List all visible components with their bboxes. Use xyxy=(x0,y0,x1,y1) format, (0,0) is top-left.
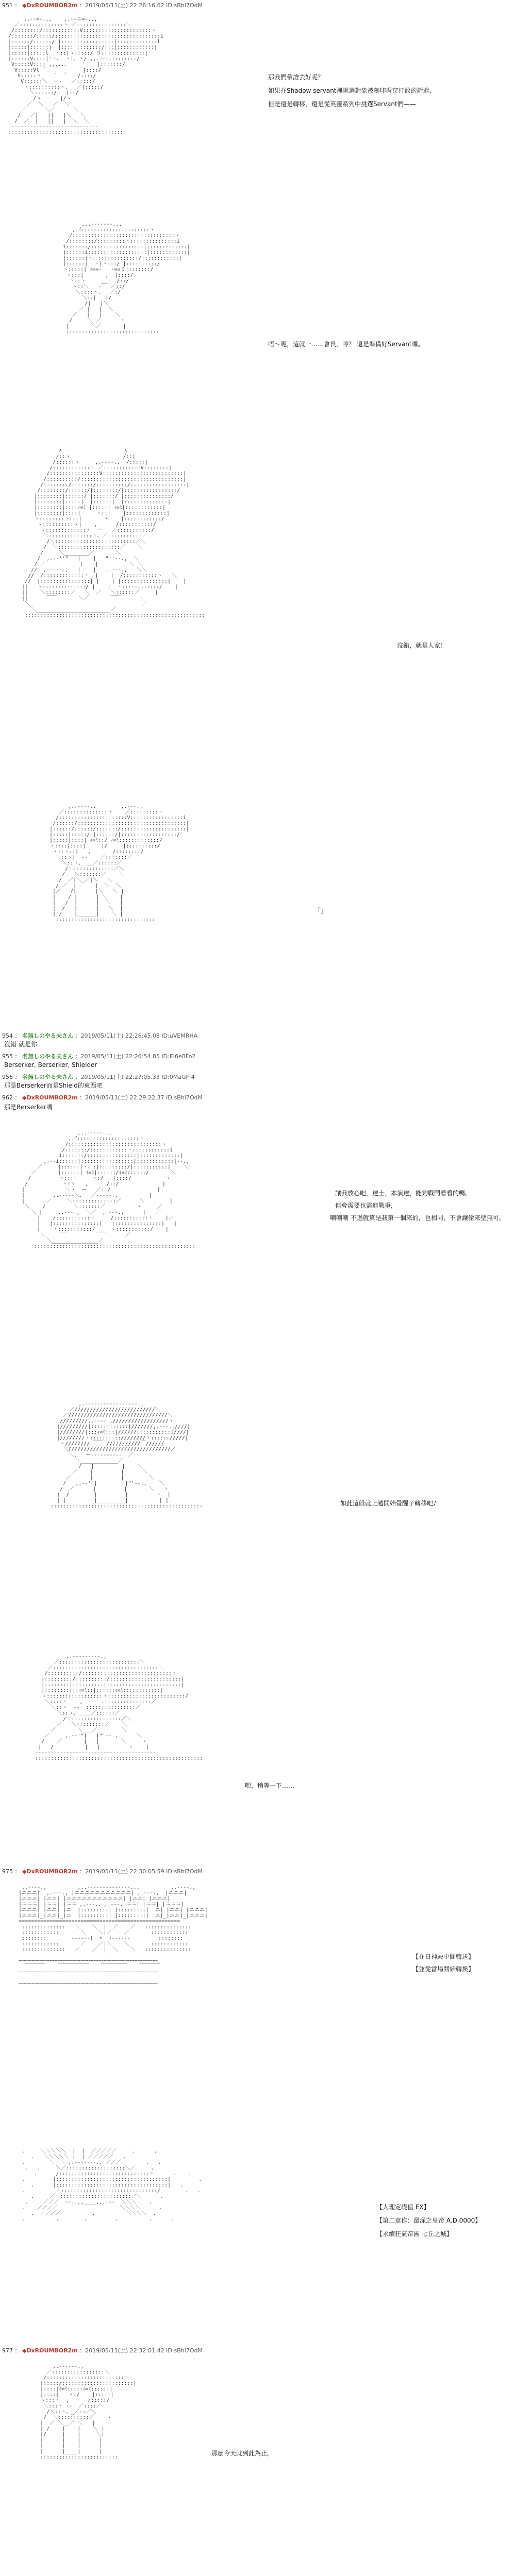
post-date: 2019/05/11(土) 22:26:54.85 ID:EI6e8Fo2 xyxy=(80,1053,196,1060)
post-header: 977 ： ◆DxROUMBOR2m ：2019/05/11(土) 22:32:01.42 ID:sBhl7OdM xyxy=(2,2347,203,2354)
post-number: 951 xyxy=(2,2,13,9)
post-date: 2019/05/11(土) 22:26:16.62 ID:sBhl7OdM xyxy=(85,2,203,9)
ascii-art-planet: . ＼＼＼＼＼ | | ／／／／／ . . . ＼＼＼＼＼ | | ／／／／／ . . ＼＼＼ ,.-‐‐‐‐‐-., ／／／ . . . . ＼／:::::::::::::::::::＼／ . . /:::::::::::::::::::::::::::::ヽ . . . |::::::::::::::::::::::::::::::::::::| . . |::::::::::::::::::::::::::::::::::::| . . ヽ:::::::::::::::::::::::::::::::/ . . . ／＼:::::::::::::::::::::::／＼ . . ／／／ ‐-..,,____,,..-‐ ＼＼＼ . . ／／／／ ＼＼＼＼ . . ／／／／ . ＼＼＼＼ . . . . . . . xyxy=(22,2148,202,2222)
ascii-art-scenery-city: ,.-‐‐-., ,..-‐‐‐‐‐‐‐‐‐‐‐‐‐.., ,.-‐‐-., |ニニニ| ,.-‐-., |ニニニニニニニニニニニ| ,.-‐-., |ニニニ| |ニニニ| |ニニ| |ニニニニニニニニニニニ| |ニニ| |ニニニ| |ニニニ| |ニニ| |ニニ ,.-‐-., ,.-‐-. ニニ| |ニニ| |ニニニ| |ニニニ| |ニニ| |ニ |:::::::::| |:::::::::| ニ| |ニニ| |ニニニ| |ニニニ|_|ニニ|_|ニ |:::::::::| |:::::::::| ニ|_|ニニ|_|ニニニ| ==================================================== :::::::::::::: ＼ ＼ | ／ ／ ::::::::::::::: :::::::::::: ＼ ＼|／ ／ :::::::::::: :::::::: ‐‐‐‐‐‐( ☀ )‐‐‐‐‐‐ :::::::: :::::::::::: ／ ／|＼ ＼ :::::::::::: :::::::::::::: ／ ／ | ＼ ＼ ::::::::::::::: ____________________________________________________ ｰｰｰｰｰｰｰｰｰｰｰｰｰｰｰｰｰｰｰｰｰｰｰｰｰｰｰｰｰｰｰｰｰｰｰｰｰｰｰｰｰｰｰｰｰｰｰｰｰｰｰｰｰｰ ￣￣￣￣ ￣￣￣￣￣￣ ￣￣￣￣￣ ￣￣￣￣ ｰｰｰｰｰｰｰｰｰｰｰｰｰｰｰｰｰｰｰｰｰｰｰｰｰｰｰｰｰｰｰｰｰｰｰｰｰｰｰｰｰｰｰｰｰｰｰｰｰｰｰｰｰｰ ￣￣￣ ￣￣￣￣ ￣￣￣￣ ￣￣ ｰｰｰｰｰｰｰｰｰｰｰｰｰｰｰｰｰｰｰｰｰｰｰｰｰｰｰｰｰｰｰｰｰｰｰｰｰｰｰｰｰｰｰｰｰｰｰｰｰｰｰｰｰｰ xyxy=(19,1885,208,1987)
post-date: 2019/05/11(土) 22:26:45.08 ID:uVEMRHA xyxy=(80,1032,198,1039)
ascii-art-character: ,.-‐‐‐‐-., ／:::::::::::::::::＼ /:::::::::::::::::::::::::ヽ |:::::/:::::::::::::::::::::::| |::::|ｨ=ﾐ:::::ｨ=ﾐ::::::| |::::| ヽ:/ |:::::| ヽ:::ヽ , /:::::/ ＼:::ヽ ‐‐ ／::::／ /＼::ヽ、_／::／＼ / ＼::::::::::／ ヽ | ／ ＼__／ ＼ | | / | | ＼ | |/ | | ＼| | | | | | | | | | |____| | ::::::::::::::::::::::::: xyxy=(40,2364,137,2460)
dialogue-line: 沒錯，就是人家！ xyxy=(397,642,447,649)
post-body: 那是Berserker嗎 xyxy=(4,1104,53,1111)
poster-trip[interactable]: ◆DxROUMBOR2m xyxy=(22,1094,78,1101)
post-body: Berserker, Berserker, Shielder xyxy=(4,1061,97,1069)
ascii-art-character: ,.--=-.,, ,.-‐ニ=-.., ／::::::::::::::ヽ ／::::::::::::::::＼ /::::::::/::::::::::::V::::::::::::::::::::::ヽ /:::::::/:::::/::::::|:::::::::|:::::::::::::::::i |::::::/::::::/ |::::|:::::::::|::|:::::::::::::l |:::::|::::::| |::::|::::::::/|::|::::::::::::| |:::::|:::::l ヽ::|ヽ:::::/ リ::::::::::::::| |::::::V::::|'ヽ、 ヽ|、ヽ/ ,,.--|:::::::::/ V:::::V:::| ,,,..、 ´ ̄ |:::::::/ V:::::Vl ´ _ |::::/ V:::::ヽ ´ ｀ /::::/ V::::::＼ ー‐ ／:::::/ ヽ::::::::::ヽ、__／|:::::/ ＼::::::/ |::/ /ヽ |/ヽ ／ ＼ ／ ＼ ／ ＼／ ＼ / ／| || |＼ ＼ / ／ | || | ＼ ＼ ---------------------------- ::::::::::::::::::::::::::::::::::::: xyxy=(8,16,164,135)
ascii-art-character: ,..-‐‐‐-.., ,.ｲ::::::::::::::::::::ヽ /::::::::::::::::::::::::::::::ヽ /:::::::/::::::::::::ヽ::::::::::::i i:::::::/::::::::::::::::|:::::::::::::| ,.-‐i::::::|:::::::|:::::::::|::::::::::::|‐-., ／ |::::::|ヽ、:|:::::::::/|:::::::::::| ＼ ／ |::::::| ｨ=ﾐ|::::::/ｨ=ﾐ::::::/ ＼ / ヽ:::| ヽ:/ |::::/ ヽ / ヽ:ヽ , /::/ | | ＼ヽ ー ／::/ | | ,.-‐‐‐‐＼、__／‐‐‐‐-., | | ／ ＼::::::::::::::／ ＼ | ＼ / ＼:::::::／ ヽ ／ ＼ | ,.-‐-., ＼／ ,.-‐-., | ／ | /:::::::::::ヽ /:::::::::::ヽ |／ | |:::::::::::::::| |:::::::::::::::| | | ヽ:::::::::::/ ヽ:::::::::::/ | ＼ ￣￣ ￣￣ ／ ＼_______________／ :::::::::::::::::::::::::::::::::::::::::::::::::::: xyxy=(22,1130,196,1249)
post-header: 955 ： 名無しのやる夫さん ：2019/05/11(土) 22:26:54.85 ID:EI6e8Fo2 xyxy=(2,1053,196,1060)
poster-name[interactable]: 名無しのやる夫さん xyxy=(22,1074,73,1080)
location-caption: 【在日神殿中間轉送】 xyxy=(412,1953,475,1960)
ascii-art-character: ,..--‐‐‐--.., ,.ｲ::::::::::::::::::::::ヽ /:::::::::::::::::::::::::::::::::ヽ /::::::::/:::::::::ヽ:::::::::::::::i i:::::::/:::::::::::::::::|:::::::::::::| |::::::i:::::::|:::::::::::|::::::::::::| |::::::|ヽ、::|::::::::::/|:::::::::::| |::::::| ヽ|ヽ:::/ |::::::::::/ ヽ:::::| ｨ==‐ ‐==ミ|:::::::/ ヽ:::| , |::::/ ヽ::ヽ __ /::/ ヽ::＼ ‐ ／::/ ＼::::ヽ、__／:/ ＼::| |/ /| |＼ ／ | | ＼ ／ | | ＼ / ＼ ／ ヽ | ＼／ | :::::::::::::::::::::::::::::: xyxy=(63,222,190,335)
post-number: 955 xyxy=(2,1053,13,1060)
post-header: 951 ： ◆DxROUMBOR2m ：2019/05/11(土) 22:26:16.62 ID:sBhl7OdM xyxy=(2,2,203,9)
post-number: 962 xyxy=(2,1094,13,1101)
post-header: 956 ： 名無しのやる夫さん ：2019/05/11(土) 22:27:05.33 ID:0MaGFf4 xyxy=(2,1074,195,1080)
dialogue-line: 但是還是轉移，還是從英靈系列中挑選Servant們—— xyxy=(268,100,416,108)
dialogue-line: 那我們帶誰去好呢？ xyxy=(268,74,324,81)
location-caption: 【永續狂氣帝國 七丘之城】 xyxy=(376,2230,453,2238)
ascii-art-character: ,..-‐‐-., ,.-‐-., ／::::::::::::::ヽ ／:::::::::ヽ /::::::::::::::::::::::V:::::::::::::::::i /::::::/:::::::::::::::::::::::::::::::::::| |::::::/::::::/:::::::/:::::::::::::::::::::| |:::::|:::::/ |::::::/|::::::::::::::::::/ |:::::|::::| ｨ=ﾐ::/ ｨ=ﾐ:::::::::::::/ ヽ::::|::::| |/ |::::::::::/ ヽ::ヽ::| , /::::::::/ ＼::ヽ| ‐‐ ／:::::::／ ＼::ヽ、 __／::::::／ /＼:::::::::::::／＼ / ＼:::::::／ ＼ / ／|＼_／|＼ ＼ / ／ | | ＼ ＼ |／ /| |＼ ＼ | | / | | ＼ | | / | | ＼ | | / | | ＼ | | / |______| ＼ | :::::::::::::::::::::::::::::::: xyxy=(49,804,189,923)
post-number: 975 xyxy=(2,1868,13,1875)
post-body: 沒錯 就是你 xyxy=(4,1041,37,1048)
location-caption: 【並從當場開始轉換】 xyxy=(412,1965,475,1973)
post-date: 2019/05/11(土) 22:29:22.37 ID:sBhl7OdM xyxy=(85,1094,203,1101)
location-caption: 【第二章作：最深之皇帝 A.D.0000】 xyxy=(376,2217,482,2224)
poster-trip[interactable]: ◆DxROUMBOR2m xyxy=(22,2,78,9)
dialogue-line: 唔～呃，這就一……會長，哼？ 還是準備好Servant囉。 xyxy=(268,341,424,348)
poster-trip[interactable]: ◆DxROUMBOR2m xyxy=(22,1868,78,1875)
dialogue-line: 如此這般就上越開始覺醒子轉移吧♪ xyxy=(340,1500,437,1507)
poster-name[interactable]: 名無しのやる夫さん xyxy=(22,1032,73,1039)
dialogue-line: 如果在Shadow servant裡挑選對象被刻印看穿打敗的話還， xyxy=(268,87,436,94)
ascii-art-character: ,.-‐‐‐‐‐‐‐‐‐‐‐‐‐‐‐-., ／//////////////////////////＼ ／////////////////////////////////＼ /////////,.-‐‐-.,//////////////////ヽ |/////////|::::::::::::|///////,.-‐-.,////| |////////|:::ｨ=ﾐ:::|//////|::::::::::|////| |////////ヽ::::::::::////////ヽ:::::://///| ヽ//////// ￣￣ ///////////￣////// ＼/////////////////////////////////／ ＼、 ー‐‐‐‐‐‐‐‐‐‐ ／ ＼____________／ / | | ＼ ／ | | ＼ ／ | | ＼ / ,.-‐'"| |"'‐-., ＼ / ／ | | ＼ ヽ | / | | ヽ | | | |_________| | | ::::::::::::::::::::::::::::::::::::::::::::::::: xyxy=(51,1401,203,1509)
ascii-art-character: ,.-‐‐‐‐‐‐‐-., ／::::::::::::::::::::::::::＼ ／::::::::::::::::::::::::::::::::::＼ /::::::::::/:::::::::::::::::::::::::::::ヽ |:::::::::/::::::::::/:::::::::::::::::::::::| |::::::::|::::::::::|::::::::::::::::::::::::| |::::::::|::ｨ=ﾐ::|::::::ｨ=ﾐ::::::::::::| ヽ:::::::|::::::::::ヽ:::::::::::::::::::::::::/ ＼::::ヽ , ::::::::::::::::／ ＼::ヽ ‐‐ ::::::::::::::::／ ＼::ヽ、____／::::::／ /＼::::::::::::::::／＼ ／ ＼:::::::::／ ＼ ／ ＼___／ ＼ ／ ,.-‐'"| |"'‐-., ＼ / ／ | | ＼ ヽ | / | | ヽ | --------------------------------------- :::::::::::::::::::::::::::::::::::::::::::::::::::::: xyxy=(35,1654,203,1761)
post-number: 977 xyxy=(2,2347,13,2354)
post-number: 956 xyxy=(2,1074,13,1080)
post-header: 962 ： ◆DxROUMBOR2m ：2019/05/11(土) 22:29:22.37 ID:sBhl7OdM xyxy=(2,1094,203,1101)
post-header: 954 ： 名無しのやる夫さん ：2019/05/11(土) 22:26:45.08 ID:uVEMRHA xyxy=(2,1032,198,1039)
ascii-art-character: ∧ ∧ /::ヽ /::| /::::::ヽ ,.-‐‐-., /:::::| /::::::::::::ヽ ／::::::::::::V::::::::| /::::::::::::::::V::::::::::::::::::::::::::| /::::::::::/:::::::::::::::::::::::::::::::::| /::::::::/:::::::/::::::::::/::::::::::::::::::| /::::::::/::::::/|::::::::/|:::::::::::::::::/ |::::::::|::::::/ |:::::::/ |:::::::::::::::/ |::::::::|:::::| |::::::| |::::::::::::::| |::::::::|::::ｨ=ﾐ |:::::| ｨ=ﾐ|::::::::::::| |::::::::|::::| ヽ::| |:::::::::::::| ヽ::::::::ヽ:::| ヽ |::::::::::::/ ヽ::::::::::ヽ| , /:::::::::::/ ヽ:::::::::::::ヽ ー ／:::::::::::/ ＼::::::::::::::ヽ、／:::::::::::／ /＼::::::::::::::::::::::::::／＼ / ＼::::::::::::::::::::／ ＼ / ＼________／ ＼ / ,.-‐''" | | "''‐-., ＼ / ／ | | ＼ ＼ // ,.-‐‐-., | | ,.-‐-., ＼＼ // /:::::::::::::ヽ | | /:::::::::::ヽ ＼ // |::::::::::::::::| | | |:::::::::::::::| | || ヽ::::::::::::::/ | | ヽ::::::::::::/ | || ＼::::::::／ ＼ ／ ＼::::::／ | || ￣￣ ＼／ ￣￣ | ＼ ／ ＼________________________／ :::::::::::::::::::::::::::::::::::::::::::::::::::::::::: xyxy=(22,448,205,618)
post-date: 2019/05/11(土) 22:32:01.42 ID:sBhl7OdM xyxy=(85,2347,203,2354)
dialogue-line: 「」 xyxy=(314,907,327,914)
post-date: 2019/05/11(土) 22:30:05.59 ID:sBhl7OdM xyxy=(85,1868,203,1875)
dialogue-line: 但會需要也需進戰爭， xyxy=(335,1202,397,1209)
dialogue-line: 那麼今天就到此為止。 xyxy=(211,2450,274,2457)
dialogue-line: 喇喇喇 不過就算是我第一個來的，也相同，不會讓偷來壁無可。 xyxy=(330,1214,505,1222)
poster-trip[interactable]: ◆DxROUMBOR2m xyxy=(22,2347,78,2354)
post-date: 2019/05/11(土) 22:27:05.33 ID:0MaGFf4 xyxy=(80,1074,195,1080)
post-header: 975 ： ◆DxROUMBOR2m ：2019/05/11(土) 22:30:05.59 ID:sBhl7OdM xyxy=(2,1868,203,1875)
poster-name[interactable]: 名無しのやる夫さん xyxy=(22,1053,73,1060)
post-body: 那是Berserker而是Shield的東西吧 xyxy=(4,1082,103,1089)
location-caption: 【人理定礎值 EX】 xyxy=(376,2204,430,2211)
dialogue-line: 讓我放心吧，達士，本演達，能夠戰鬥看看的嗎。 xyxy=(335,1190,472,1197)
dialogue-line: 嗯，稍等一下…… xyxy=(245,1782,295,1789)
post-number: 954 xyxy=(2,1032,13,1039)
